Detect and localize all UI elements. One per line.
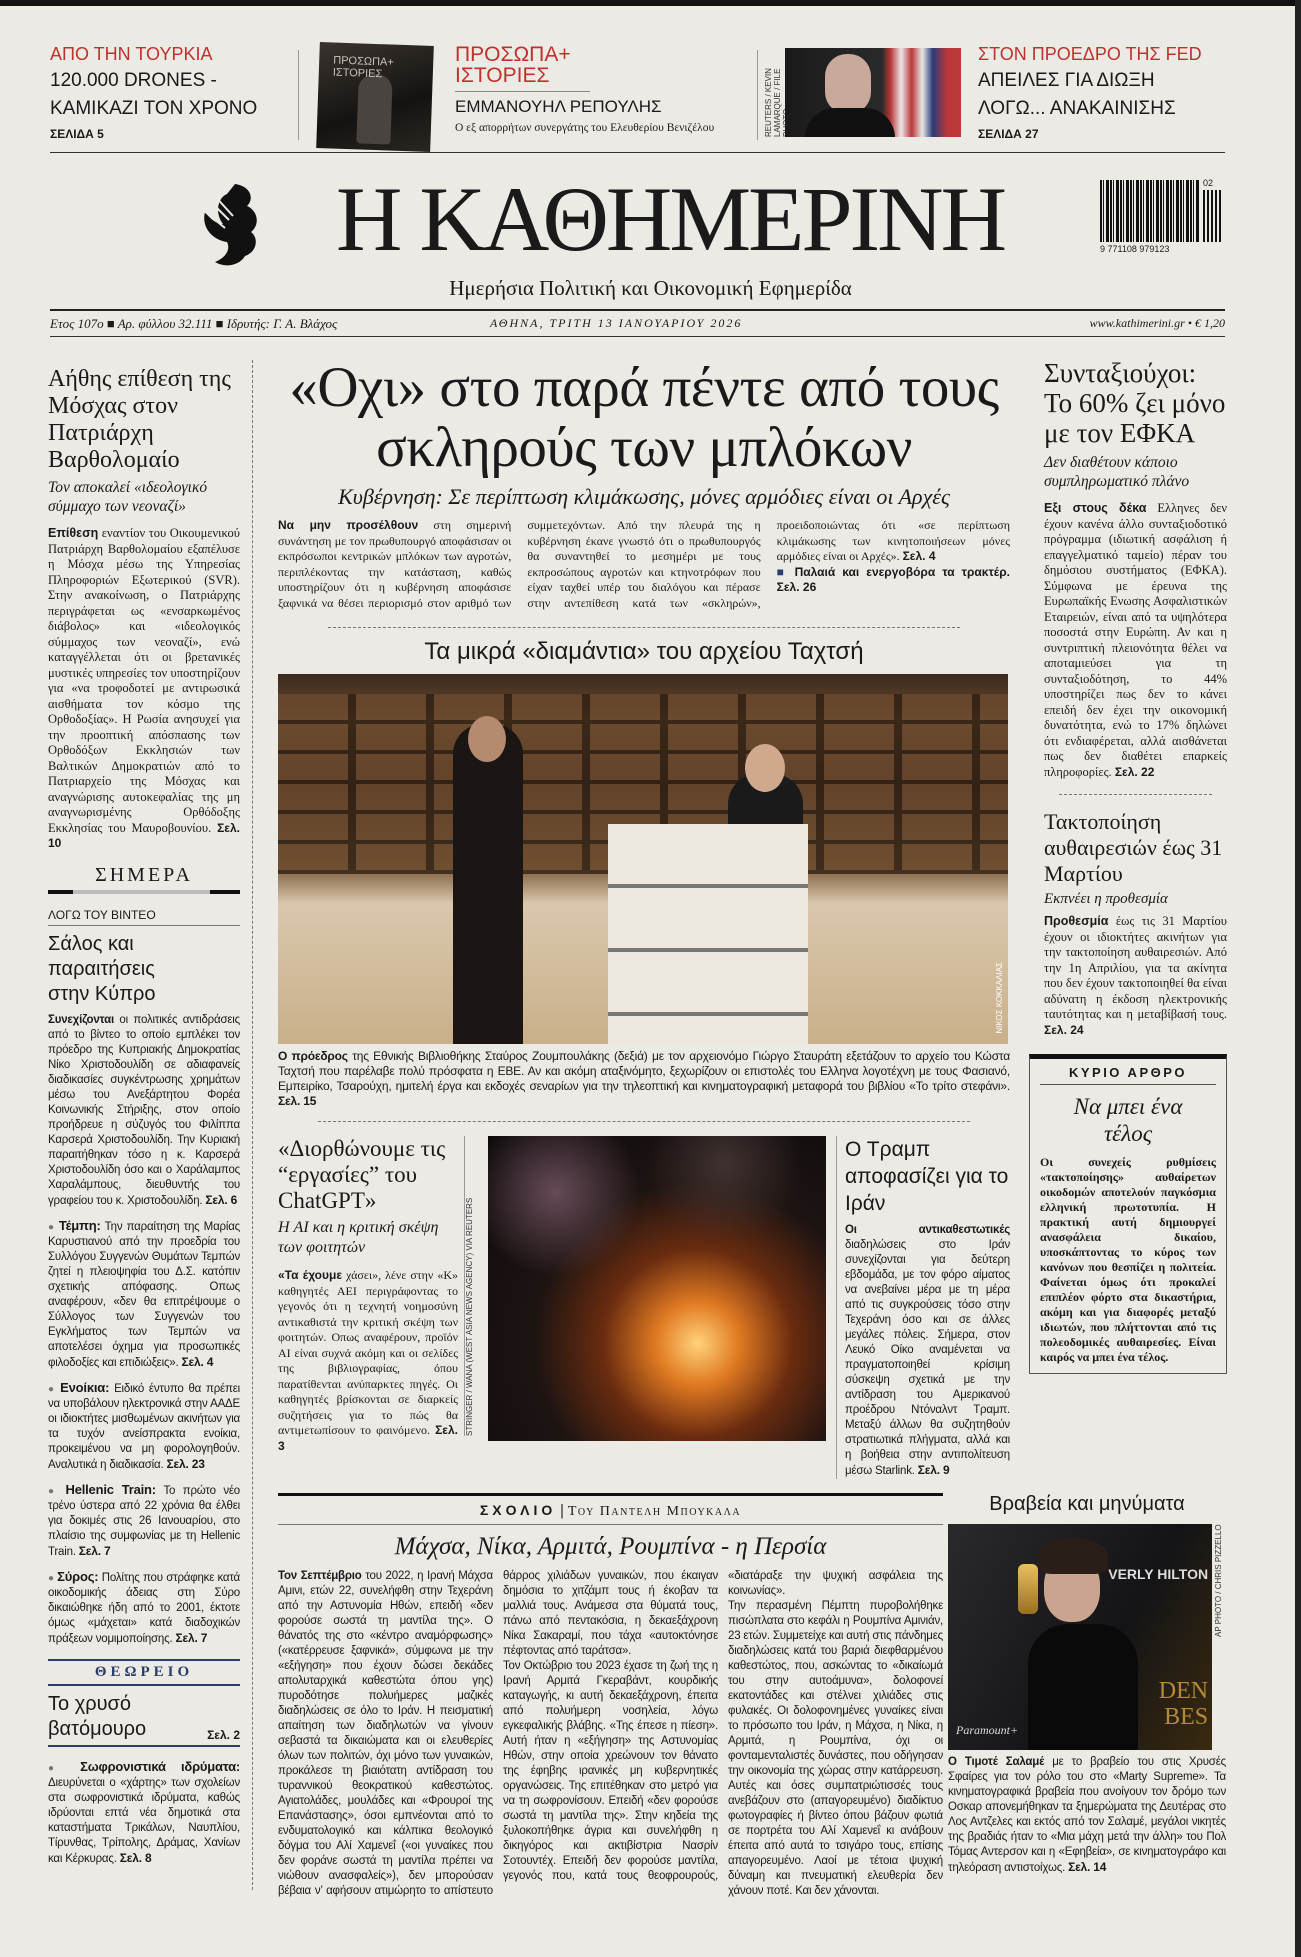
page-ref: Σελ. 24 [1044, 1022, 1084, 1037]
globes-backdrop-text: DEN BES [1158, 1678, 1209, 1730]
photo-credit: STRINGER / WANA (WEST ASIA NEWS AGENCY) VIA REUTERS [464, 1136, 484, 1436]
story-kicker: ΛΟΓΩ ΤΟΥ ΒΙΝΤΕΟ [48, 908, 240, 926]
chalamet-photo[interactable] [948, 1524, 1212, 1750]
story-headline: «Διορθώνουμε τις “εργασίες” του ChatGPT» [278, 1136, 446, 1213]
page-ref: Σελ. 23 [166, 1456, 205, 1471]
lead-story[interactable] [278, 358, 1010, 611]
editorial-box[interactable] [1029, 1054, 1227, 1374]
masthead-title: Η ΚΑΘΗΜΕΡΙΝΗ [335, 168, 1005, 270]
comment-title: Μάχσα, Νίκα, Αρμιτά, Ρουμπίνα - η Περσία [394, 1533, 827, 1560]
photo-story-title: Τα μικρά «διαμάντια» του αρχείου Ταχτσή [424, 638, 864, 665]
section-bar [48, 890, 240, 894]
iran-protest-photo[interactable] [488, 1136, 826, 1441]
comment-paragraph-2: Τον Οκτώβριο του 2023 έχασε τη ζωή της η Ιρανή Αρμιτά Γκεραβάντ, κουρδικής καταγωγής, κι αυτή δεκαεξάχρονη, έπειτα από πολυήμερη νοσηλεία, λόγω εγκεφαλικής βλάβης. «Της έπεσε η πίεση». Αυτή ήταν η «εξήγηση» της Αστυνομίας Ηθών, στην οποία χρεώνουν τον θάνατο της έφηβης ιρανικές μη κυβερνητικές οργανώσεις. Της επιτέθηκαν στο μετρό για να τη σωφρονίσουν. Επειδή «δεν φορούσε σωστά τη μαντίλα της». Στην κηδεία της ξυλοκοπήθηκε άγρια και συνελήφθη η δικηγόρος και ακτιβίστρια Νασρίν Σοτουντέχ. Επειδή δεν φορούσε μαντίλα, γεγονός που, κατά τους θεοφρουρούς, «διατάραξε την ψυχική ασφάλεια της κοινωνίας». [503, 1570, 943, 1882]
page-ref: Σελ. 14 [1068, 1860, 1107, 1874]
caption-text: με το βραβείο του στις Χρυσές Σφαίρες για τον ρόλο του στο «Marty Supreme». Τα κινηματογραφικά βραβεία που ανοίγουν τον δρόμο των Οσκαρ απονεμήθηκαν τα ξημερώματα της Δευτέρας στο Λος Αντζελες και εκτός από τον Σαλαμέ, μεγάλοι νικητές της βραδιάς ήταν το «Μια μάχη μετά την άλλη» του Πολ Τόμας Αντερσον και η «Εφηβεία», σε κινηματογράφο και τηλεόραση αντιστοίχως. [948, 1756, 1226, 1874]
story-chatgpt[interactable] [278, 1136, 458, 1454]
story-cyprus[interactable] [48, 908, 240, 1209]
divider [298, 50, 299, 140]
divider [278, 1524, 943, 1525]
story-body [1044, 914, 1227, 1038]
body-text: του 2022, η Ιρανή Μάχσα Αμινι, ετών 22, συνελήφθη στην Τεχεράνη από την Αστυνομία Ηθών, επειδή «δεν φορούσε σωστά τη μαντίλα της». Ο θάνατός της στο «κέντρο αναμόρφωσης» («κατέρρευσε ξαφνικά», σύμφωνα με την «εξήγηση» που έχουν δώσει δεκάδες απολυταρχικά καθεστώτα όπου γης) πυροδότησε πολυήμερες μαζικές διαδηλώσεις σε όλο το Ιράν. Η πεισματική απαίτηση των διαδηλωτών να γίνουν σεβαστά τα δικαιώματα και οι ελευθερίες όλων των πολιτών, όχι μόνο των γυναικών, προκάλεσε τη βιαιότατη αντίδραση του τυραννικού θεοκρατικού καθεστώτος. Αγιατολάδες, μουλάδες και «Φρουροί της Επανάστασης», όσοι εμπνέονται από το ενδυματολογικό και κάλπικα θεολογικό δόγμα του Αλί Χαμενεΐ («οι γυναίκες που δεν φοράνε σωστά τη μαντίλα πρέπει να νιώθουν ανασφαλείς»), δεν μπορούσαν βέβαια ν’ αφήσουν ατιμώρητο το απίστευτο θάρρος χιλιάδων γυναικών, που έκαιγαν δημόσια το χιτζάμπ τους ή έκοβαν τα μαλλιά τους. Ανάμεσα στα θύματά τους, πάνω από πεντακόσια, η δεκαεξάχρονη Νίκα Σακαραμί, που τάχα «αυτοκτόνησε πέφτοντας από ταράτσα». [278, 1570, 718, 1897]
divider [50, 152, 1225, 153]
brief-item[interactable] [48, 1569, 240, 1647]
brief-item[interactable] [48, 1482, 240, 1560]
body-text: διαδηλώσεις στο Ιράν συνεχίζονται για δεύτερη εβδομάδα, με τον φόρο αίματος να ανεβαίνει μέρα με τη μέρα από τις συγκρούσεις τόσο στην Τεχεράνη όσο και σε άλλες μεγάλες πόλεις. Σήμερα, στον Λευκό Οίκο αναμένεται να πραγματοποιηθεί κρίσιμη σύσκεψη σχετικά με την αντίδραση του Αμερικανού προέδρου Ντόναλντ Τραμπ. Μεταξύ άλλων θα συζητηθούν στρατιωτικά πλήγματα, αλλά και η βοήθεια στην αντιπολίτευση μέσω Starlink. [845, 1239, 1010, 1477]
page-ref: Σελ. 6 [205, 1192, 238, 1207]
brief-item[interactable] [48, 1759, 240, 1867]
barcode [1100, 180, 1225, 255]
brief-body: Διευρύνεται ο «χάρτης» των σχολείων στα σωφρονιστικά ιδρύματα, καθώς ιδρύονται επτά νέα δημοτικά στα καταστήματα Τρικάλων, Ναυπλίου, Τίρυνθας, Τρίπολης, Δράμας, Χανίων και Κέρκυρας. [48, 1776, 240, 1865]
lead-in: Εξι στους δέκα [1044, 501, 1147, 515]
related-link[interactable]: ■ Παλαιά και ενεργοβόρα τα τρακτέρ. Σελ. 26 [776, 564, 1010, 594]
photo-credit: AP PHOTO / CHRIS PIZZELLO [1214, 1524, 1224, 1637]
brief-title: Hellenic Train: [65, 1481, 156, 1497]
right-column [1040, 358, 1227, 1374]
teaser-subtitle: Ο εξ απορρήτων συνεργάτης του Ελευθερίου Βενιζέλου [455, 122, 715, 134]
photo-credit: REUTERS / KEVIN LAMARQUE / FILE [764, 68, 782, 137]
page-ref: Σελ. 9 [917, 1463, 950, 1477]
story-headline: Αήθης επίθεση της Μόσχας στον Πατριάρχη Βαρθολομαίο [48, 366, 231, 473]
archive-boxes [608, 824, 808, 1044]
face [745, 744, 785, 792]
body-text: έως τις 31 Μαρτίου έχουν οι ιδιοκτήτες ακινήτων για την τακτοποίηση αυθαιρεσιών. Από την 1η Απριλίου, για τα ακίνητα που δεν έχουν τακτοποιηθεί θα είναι αδύνατη η έκδοση ηλεκτρονικής ταυτότητας και η μεταβίβασή τους. [1044, 914, 1227, 1021]
story-illegal-buildings[interactable] [1044, 809, 1227, 1038]
kicker-line: ΠΡΟΣΩΠΑ+ [455, 43, 571, 66]
comment-body [278, 1569, 943, 1899]
lead-in: Επίθεση [48, 526, 99, 540]
comment-header: ΣΧΟΛΙΟ | Του Παντελη Μπουκαλα [479, 1502, 742, 1519]
divider [455, 91, 590, 92]
brief-title: Σύρος: [57, 1568, 99, 1584]
teaser-kicker [455, 44, 750, 86]
brief-title: Σωφρονιστικά ιδρύματα: [80, 1758, 240, 1774]
story-body [1044, 501, 1227, 780]
brief-body: Το πρώτο νέο τρένο ύστερα από 22 χρόνια θα έλθει για δοκιμές στις 26 Ιανουαρίου, στο πλαίσιο της συμφωνίας με τη Hellenic Train. [48, 1484, 240, 1558]
photo-credit: ΝΙΚΟΣ ΚΟΚΚΑΛΙΑΣ [995, 962, 1004, 1034]
divider [318, 1121, 970, 1122]
teaser-kicker: ΑΠΟ ΤΗΝ ΤΟΥΡΚΙΑ [50, 44, 213, 64]
body-text: οι πολιτικές αντιδράσεις από το βίντεο το οποίο εμπλέκει τον πρόεδρο της Κυπριακής Δημοκρατίας Νίκο Χριστοδουλίδη σε αδιαφανείς διαδικασίες συγκέντρωσης χρημάτων μέσω του Ανεξάρτητου Φορέα Κοινωνικής Στήριξης, στον οποίο προήδρευε η σύζυγός του Φιλίππα Καρσερά Χριστοδουλίδη. Την Κυριακή παραιτήθηκαν τόσο η κ. Καρσερά Χριστοδουλίδη όσο και ο Χαράλαμπος Χαραλάμπους, διευθυντής του γραφείου του κ. Χριστοδουλίδη. [48, 1013, 240, 1207]
page-ref: Σελ. 15 [278, 1094, 317, 1108]
griffin-logo-icon [195, 180, 267, 270]
lead-deck: Κυβέρνηση: Σε περίπτωση κλιμάκωσης, μόνες αρμόδιες είναι οι Αρχές [338, 484, 950, 509]
face [825, 54, 871, 114]
body-text: Ελληνες δεν έχουν κανένα άλλο συνταξιοδοτικό πρόγραμμα (ιδιωτική ασφάλιση ή επαγγελματικό ταμείο) πέραν του δημόσιου συστήματος (ΕΦΚΑ). Σύμφωνα με έρευνα της Ευρωπαϊκής Ενωσης Ασφαλιστικών Εταιρειών, είναι από τα υψηλότερα ποσοστά στην Ευρώπη. Αν και η συντριπτική πλειονότητα θέλει να αποταμιεύσει για τη συνταξιοδότηση, το 44% υποστηρίζει πως δεν το κάνει επειδή δεν έχει την οικονομική δυνατότητα, ενώ το 17% δηλώνει ότι ενδιαφέρεται, αλλά αισθάνεται πως δεν διαθέτει επαρκείς πληροφορίες. [1044, 501, 1227, 779]
comment-section[interactable] [278, 1493, 943, 1899]
brief-body: Ειδικό έντυπο θα πρέπει να υποβάλουν ηλεκτρονικά στην ΑΑΔΕ οι ιδιοκτήτες μισθωμένων ακινήτων για τα τυχόν ανείσπρακτα ενοίκια, προκειμένου να μη φορολογηθούν. Αναλυτικά η διαδικασία. [48, 1382, 241, 1471]
issue-date: ΑΘΗΝΑ, ΤΡΙΤΗ 13 ΙΑΝΟΥΑΡΙΟΥ 2026 [490, 316, 743, 330]
lead-headline: «Οχι» στο παρά πέντε από τους σκληρούς των μπλόκων [289, 356, 999, 479]
archivist-figure [453, 724, 523, 1044]
book-cover-title: ΠΡΟΣΩΠΑ+ ΙΣΤΟΡΙΕΣ [332, 54, 394, 81]
teaser-kicker: ΣΤΟΝ ΠΡΟΕΔΡΟ ΤΗΣ FED [978, 44, 1202, 64]
section-title-today: ΣΗΜΕΡΑ [95, 863, 193, 886]
teaser-page: ΣΕΛΙΔΑ 27 [978, 127, 1039, 141]
lead-in: Οι αντικαθεστωτικές [845, 1224, 1010, 1236]
brief-body: Την παραίτηση της Μαρίας Καρυστιανού από την προεδρία του Συλλόγου Συγγενών Θυμάτων Τεμπών ζητεί η πλειοψηφία του Δ.Σ. κατόπιν σχετικής απόφασης. Οπως αναφέρουν, «δεν θα επιτρέψουμε ο Σύλλογος των Συγγενών του Εγκλήματος των Τεμπών να αποτελέσει όχημα για προσωπικές φιλοδοξίες και επιδιώξεις». [48, 1220, 240, 1369]
story-deck: Δεν διαθέτουν κάποιο συμπληρωματικό πλάνο [1044, 454, 1190, 490]
body-text: εναντίον του Οικουμενικού Πατριάρχη Βαρθολομαίου εξαπέλυσε η Μόσχα μέσω της Υπηρεσίας Πληροφοριών Εξωτερικού (SVR). Στην ανακοίνωση, ο Πατριάρχης περιγράφεται ως «ενσαρκωμένος διάβολος» και «ιδεολογικός σύμμαχος των νεοναζί», ενώ καταγγέλλεται ότι οι βρετανικές μυστικές υπηρεσίες τον υποστηρίζουν για «να τροφοδοτεί με αντιρωσικά αισθήματα τον κόσμο της Ορθοδοξίας». Η Ρωσία ανησυχεί για την προοπτική απόσπασης των Ορθοδόξων Εκκλησιών των Βαλτικών Δημοκρατιών από το Πατριαρχείο της Μόσχας και αναγνώρισης αυτοκεφαλίας της μη αναγνωρισμένης Ορθόδοξης Εκκλησίας του Μαυροβουνίου. [48, 526, 240, 835]
story-headline: Τακτοποίηση αυθαιρεσιών έως 31 Μαρτίου [1044, 809, 1223, 886]
story-headline: Σάλος και παραιτήσεις στην Κύπρο [48, 932, 156, 1005]
story-body [48, 1013, 240, 1209]
barcode-number: 9 771108 979123 [1100, 244, 1170, 254]
story-body [278, 1268, 458, 1454]
teaser-page: ΣΕΛΙΔΑ 5 [50, 127, 104, 141]
brief-item[interactable] [48, 1218, 240, 1371]
divider [50, 336, 1225, 337]
story-headline: Ο Τραμπ αποφασίζει για το Ιράν [845, 1138, 1009, 1215]
kicker-line: ΙΣΤΟΡΙΕΣ [455, 64, 550, 87]
body-text: χάσει», λένε στην «Κ» καθηγητές ΑΕΙ περιγράφοντας το γεγονός ότι η τεχνητή νοημοσύνη αντικαθιστά την κριτική σκέψη των φοιτητών. Οπως αναφέρουν, προϊόν AI είναι συχνά ακόμη και οι σελίδες της βιβλιογραφίας, όπου παρατίθενται ανύπαρκτες πηγές. Οι καθηγητές βρίσκονται σε διαρκείς συζητήσεις για το πώς θα αντιμετωπίσουν το φαινόμενο. [278, 1268, 458, 1437]
brief-body: Πολίτης που στράφηκε κατά οικοδομικής άδειας στη Σύρο δικαιώθηκε ήδη από το 2001, έκτοτε όμως «μάχεται» κατά διαδοχικών πράξεων νομιμοποίησης. [48, 1571, 241, 1645]
divider [48, 1745, 240, 1747]
face [468, 716, 506, 762]
page-ref: Σελ. 4 [181, 1354, 214, 1369]
trees [488, 1136, 826, 1276]
lead-in: Ο πρόεδρος [278, 1049, 348, 1063]
brief-title: Τέμπη: [58, 1217, 101, 1233]
awards-section[interactable] [948, 1493, 1226, 1876]
barcode-bars [1100, 180, 1200, 242]
lead-in: «Τα έχουμε [278, 1268, 343, 1282]
page-ref: Σελ. 4 [902, 549, 936, 563]
lead-in: Τον Σεπτέμβριο [278, 1570, 362, 1582]
awards-title: Βραβεία και μηνύματα [989, 1493, 1185, 1515]
hair [1038, 1538, 1108, 1574]
divider [1059, 794, 1212, 795]
main-area [278, 358, 1226, 1899]
story-deck: Τον αποκαλεί «ιδεολογικό σύμμαχο των νεοναζί» [48, 479, 208, 515]
page-ref: Σελ. 2 [207, 1727, 240, 1742]
page-ref: Σελ. 7 [78, 1543, 111, 1558]
story-body [845, 1223, 1010, 1479]
divider [278, 1493, 943, 1496]
suit [805, 108, 895, 137]
left-column [48, 366, 240, 1867]
teaser-turkey[interactable] [50, 44, 290, 141]
story-patriarch[interactable] [48, 366, 240, 852]
awards-caption [948, 1755, 1226, 1876]
editorial-label: ΚΥΡΙΟ ΑΡΘΡΟ [1040, 1065, 1216, 1085]
website-price[interactable]: www.kathimerini.gr • € 1,20 [1089, 316, 1225, 330]
theoreio-title: Το χρυσό βατόμουρο [48, 1692, 147, 1740]
page-ref: Σελ. 7 [175, 1630, 208, 1645]
lead-in: Να μην προσέλθουν [278, 518, 419, 532]
barcode-addon [1203, 190, 1223, 242]
brief-item[interactable] [48, 1380, 240, 1473]
story-trump-iran[interactable] [836, 1136, 1010, 1479]
comment-author: Του Παντελη Μπουκαλα [567, 1504, 742, 1519]
editorial-title: Να μπει ένα τέλος [1073, 1094, 1183, 1146]
teaser-title: ΕΜΜΑΝΟΥΗΛ ΡΕΠΟΥΛΗΣ [455, 97, 662, 116]
sponsor-logo-text: Paramount+ [956, 1723, 1019, 1737]
brief-title: Ενοίκια: [60, 1379, 110, 1395]
page-border-top [0, 0, 1301, 6]
teaser-line: ΛΟΓΩ... ΑΝΑΚΑΙΝΙΣΗΣ [978, 98, 1176, 119]
page-ref: Σελ. 3 [278, 1423, 458, 1453]
portrait-figure [356, 73, 392, 144]
archive-photo[interactable] [278, 674, 1008, 1044]
trophy [1018, 1564, 1038, 1614]
theoreio-item[interactable] [48, 1692, 240, 1747]
story-headline: Συνταξιούχοι: Το 60% ζει μόνο με τον ΕΦΚΑ [1044, 358, 1226, 448]
story-pensioners[interactable] [1044, 358, 1227, 780]
teaser-fed[interactable] [978, 44, 1228, 141]
editorial-body: Οι συνεχείς ρυθμίσεις «τακτοποίησης» αυθαίρετων οικοδομών αποτελούν παγκόσμια ελληνική πρωτοτυπία. Η πρακτική αυτή δημιουργεί ανασφάλεια δικαίου, υποσκάπτοντας το κύρος των κανόνων που θεσπίζει η πολιτεία. Φαίνεται όμως ότι προκαλεί επιπλέον φόρτο στα δικαστήρια, ακόμη και για διαφορές μεταξύ ιδιωτών, που πλήττονται από τις πολεοδομικές αυθαιρεσίες. Είναι καιρός να μπει ένα τέλος. [1040, 1155, 1216, 1364]
divider [757, 50, 758, 140]
issue-info: Ετος 107ο ■ Αρ. φύλλου 32.111 ■ Ιδρυτής: Γ. Α. Βλάχος [50, 316, 338, 331]
sign-text: VERLY HILTON [1108, 1566, 1209, 1582]
lead-in: Προθεσμία [1044, 914, 1109, 928]
teaser-line: ΑΠΕΙΛΕΣ ΓΙΑ ΔΙΩΞΗ [978, 70, 1155, 91]
teaser-line: ΚΑΜΙΚΑΖΙ ΤΟΝ ΧΡΟΝΟ [50, 98, 258, 119]
masthead-subtitle: Ημερήσια Πολιτική και Οικονομική Εφημερίδα [449, 276, 852, 300]
book-cover-image[interactable] [316, 42, 434, 152]
caption-text: της Εθνικής Βιβλιοθήκης Σταύρος Ζουμπουλάκης (δεξιά) με τον αρχειονόμο Γιώργο Σταυράτη εξετάζουν το αρχείο του Κώστα Ταχτσή που παρέλαβε πολύ πρόσφατα η ΕΒΕ. Αν και ακόμη αταξινόμητο, ξεχωρίζουν οι επιστολές του Ελληνα λογοτέχνη με τους Φασιανό, Εμπειρίκο, Τσαρούχη, ημιτελή έργα και εκδοχές σεναρίων για την τηλεοπτική και κινηματογραφική μεταφορά του βιβλίου «Το τρίτο στεφάνι». [278, 1049, 1011, 1093]
lead-body [278, 518, 1010, 611]
teaser-line: 120.000 DRONES - [50, 70, 217, 91]
comment-label: ΣΧΟΛΙΟ [479, 1502, 557, 1518]
section-title-theoreio: ΘΕΩΡΕΙΟ [48, 1659, 240, 1686]
lead-in: Ο Τιμοτέ Σαλαμέ [948, 1756, 1045, 1768]
page-ref: Σελ. 10 [48, 820, 240, 850]
story-deck: Εκπνέει η προθεσμία [1044, 891, 1168, 907]
fed-chair-photo[interactable] [785, 48, 961, 137]
comment-paragraph-3: Την περασμένη Πέμπτη πυροβολήθηκε πισώπλατα στο κεφάλι η Ρουμπίνα Αμινιάν, 23 ετών. Συμμετείχε και αυτή στις πάνδημες διαδηλώσεις κατά του βαριά διεφθαρμένου καθεστώτος, που, ασκώντας το «δικαίωμά του στην αυτοάμυνα», δολοφονεί εκατοντάδες και στέλνει χιλιάδες στις φυλακές. Οι δολοφονημένες γυναίκες είναι το πρόσωπο του Ιράν, η Μάχσα, η Νίκα, η Αρμιτά, η Ρουμπίνα, όχι οι φονταμενταλιστές δυνάστες, που οδήγησαν την οικονομία της χώρας στην κατάρρευση. Αυτές και όσες συμπατριώτισσές τους ανεβάζουν στο (απαγορευμένο) διαδίκτυο φωτογραφίες ή βίντεο όπου βάζουν φωτιά σε πορτρέτα του Αλί Χαμενεΐ κι ανάβουν έπειτα από αυτά το τσιγάρο τους, επίσης απαγορευμένο. Λαοί με τέτοια ψυχική δύναμη και πνευματική ελευθερία δεν χάνουν ποτέ. Και δεν χάνονται. [728, 1600, 943, 1897]
story-body [48, 526, 240, 852]
divider [50, 309, 1225, 311]
barcode-issue: 02 [1203, 178, 1214, 188]
lead-in: Συνεχίζονται [48, 1013, 115, 1026]
page-ref: Σελ. 22 [1114, 764, 1155, 779]
divider [328, 627, 960, 628]
page-ref: Σελ. 8 [119, 1850, 152, 1865]
story-deck: Η AI και η κριτική σκέψη των φοιτητών [278, 1219, 439, 1256]
photo-caption [278, 1049, 1010, 1109]
suit [1028, 1624, 1138, 1750]
related-link-text: Παλαιά και ενεργοβόρα τα τρακτέρ. Σελ. 26 [776, 564, 1010, 594]
body-text: στη σημερινή συνάντηση με τον πρωθυπουργό αποφάσισαν οι εκπρόσωποι κεντρικών μπλόκων των αγροτών, περιπλέκοντας την κατάσταση, καθώς υποστηρίζουν ότι η κυβέρνηση αποφάσισε ξαφνικά να θέσει περιορισμό στον αριθμό των συμμετεχόντων. Από την πλευρά της η κυβέρνηση έκανε γνωστό ότι ο πρωθυπουργός θα συναντηθεί το μεσημέρι με τους εκπροσώπους αγροτών και κτηνοτρόφων που είχαν ταχθεί υπέρ του διαλόγου και πέρασε στην αντεπίθεση κατά των «σκληρών», προειδοποιώντας ότι «σε περίπτωση κλιμάκωσης των κινητοποιήσεων μόνες αρμόδιες είναι οι Αρχές». [278, 518, 1010, 610]
teaser-prosopa[interactable] [455, 44, 750, 134]
column-divider [252, 360, 253, 1890]
middle-column [278, 358, 1010, 1479]
